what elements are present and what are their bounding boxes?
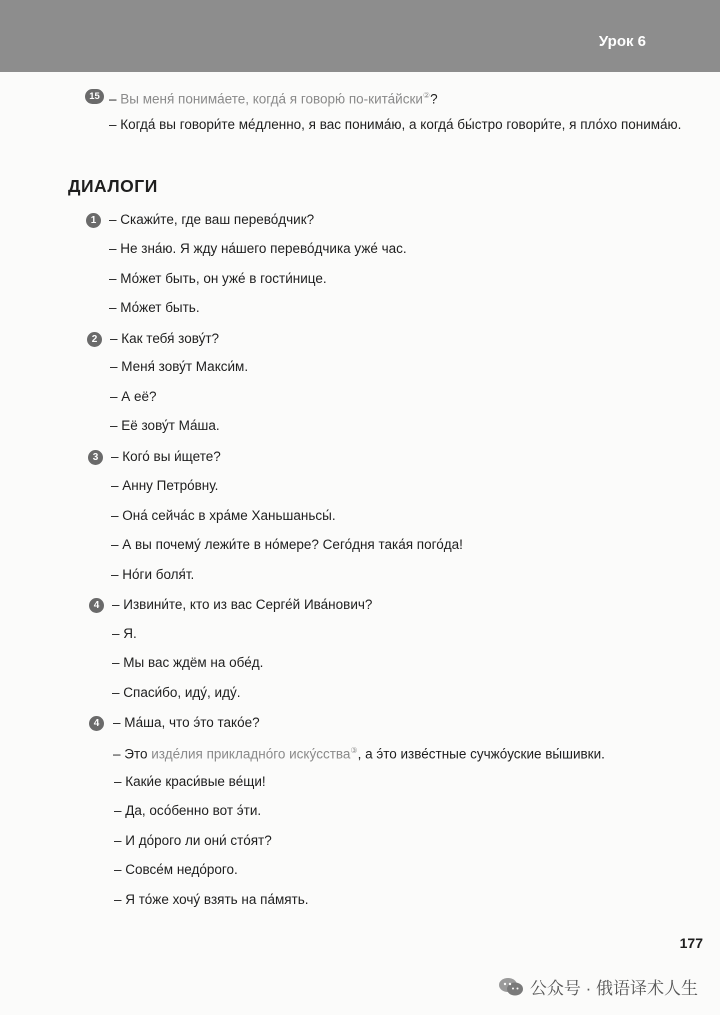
dash: – Это: [113, 746, 152, 762]
dialogue-line: – Ма́ша, что э́то тако́е?: [113, 715, 260, 730]
dialogue-line: – Извини́те, кто из вас Серге́й Ива́нович?: [112, 597, 373, 612]
dialogue-line: – Как тебя́ зову́т?: [110, 331, 220, 346]
dialogue-line: – Кого́ вы и́щете?: [111, 449, 221, 464]
dialogue-line: – Мо́жет быть.: [109, 300, 200, 315]
dialogue-number-badge: 4: [89, 598, 104, 613]
dialogue-line: – Да, осо́бенно вот э́ти.: [114, 803, 262, 818]
footnote-marker: ③: [350, 746, 358, 755]
line-rest: , а э́то изве́стные сучжо́уские вы́шивки.: [357, 746, 605, 762]
exercise-answer: – Когда́ вы говори́те ме́дленно, я вас понима́ю, а когда́ бы́стро говори́те, я пло́хо понима́ю.: [109, 117, 682, 132]
dialogue-line: – Я то́же хочу́ взять на па́мять.: [114, 892, 309, 907]
dialogue-line-with-note: [113, 742, 605, 764]
question-text: Вы меня́ понима́ете, когда́ я говорю́ по-кита́йски: [120, 91, 423, 107]
wechat-icon: [498, 977, 524, 997]
exercise-question: [109, 87, 438, 109]
watermark: [498, 974, 698, 999]
dialogue-line: – Совсе́м недо́рого.: [114, 862, 238, 877]
section-title: ДИАЛОГИ: [68, 176, 158, 196]
dialogue-line: – Не зна́ю. Я жду на́шего перево́дчика уже́ час.: [109, 241, 407, 256]
dialogue-number-badge: 1: [86, 213, 101, 228]
exercise-number-badge: 15: [85, 89, 104, 104]
footnote-marker: ②: [422, 91, 431, 100]
dialogue-line: – Меня́ зову́т Макси́м.: [110, 359, 249, 374]
dialogue-number-badge: 2: [87, 332, 102, 347]
dialogue-number-badge: 4: [89, 716, 104, 731]
dialogue-line: – Скажи́те, где ваш перево́дчик?: [109, 212, 315, 227]
dialogue-line: – Каки́е краси́вые ве́щи!: [114, 774, 266, 789]
dialogue-line: – Мо́жет быть, он уже́ в гости́нице.: [109, 271, 327, 286]
dialogue-line: – А её?: [110, 389, 157, 404]
dialogue-number-badge: 3: [88, 450, 103, 465]
question-mark: ?: [430, 91, 438, 107]
dialogue-line: – Я.: [112, 626, 137, 641]
watermark-text: 公众号 · 俄语译术人生: [529, 979, 698, 998]
dialogue-line: – Но́ги боля́т.: [111, 567, 195, 582]
highlighted-phrase: изде́лия прикладно́го иску́сства: [151, 746, 351, 762]
page-number: 177: [679, 935, 703, 951]
dialogue-line: – Мы вас ждём на обе́д.: [112, 655, 264, 670]
dialogue-line: – Её зову́т Ма́ша.: [110, 418, 220, 433]
dialogue-line: – И до́рого ли они́ сто́ят?: [114, 833, 272, 848]
dialogue-line: – Спаси́бо, иду́, иду́.: [112, 685, 241, 700]
dash: –: [109, 91, 121, 107]
dialogue-line: – А вы почему́ лежи́те в но́мере? Сего́дня така́я пого́да!: [111, 537, 463, 552]
lesson-label: Урок 6: [598, 33, 646, 50]
dialogue-line: – Она́ сейча́с в хра́ме Ханьшаньсы́.: [111, 508, 336, 523]
dialogue-line: – Анну Петро́вну.: [111, 478, 219, 493]
